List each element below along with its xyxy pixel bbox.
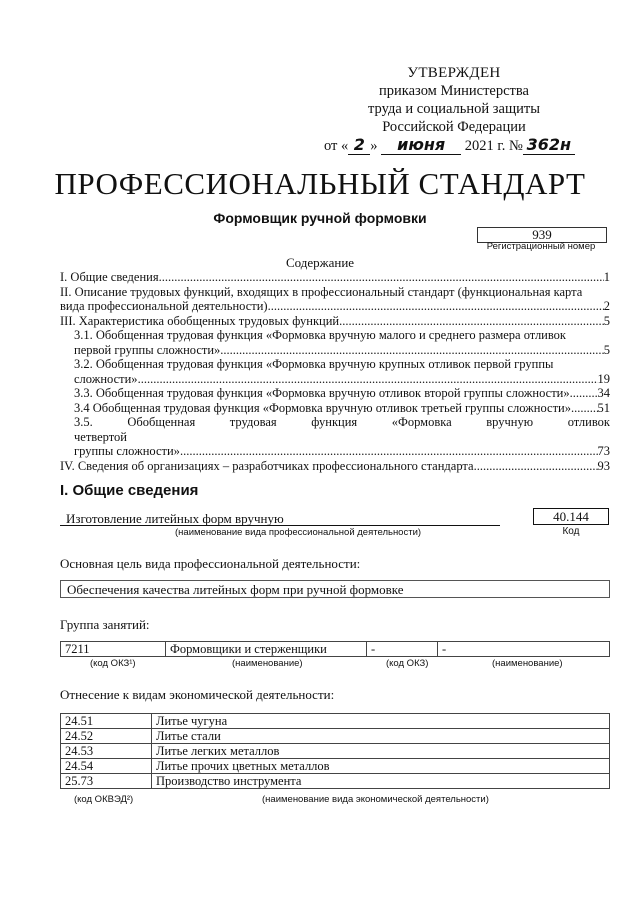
toc-item[interactable]: 3.5. Обобщенная трудовая функция «Формовка вручную отливок четвертой [74,415,610,444]
approval-block [324,64,572,155]
table-row [61,744,610,759]
toc-item[interactable]: I. Общие сведения ..... 1 [60,270,610,285]
activity-kind-value: Изготовление литейных форм вручную [66,511,284,526]
activity-code-value: 40.144 [533,508,609,525]
toc-item-cont: первой группы сложности» ..... 5 [60,343,610,358]
okz-code-label-2: (код ОКЗ) [386,658,429,669]
activity-code-label: Код [562,526,580,537]
goal-value: Обеспечения качества литейных форм при ручной формовке [60,580,610,598]
date-prefix: от « [324,138,349,154]
okved-name-cell: Литье стали [152,729,610,744]
toc-item[interactable]: IV. Сведения об организациях – разработчиках профессионального стандарта ..... 93 [60,459,610,474]
okz-code-label: (код ОКЗ¹) [90,658,136,669]
okved-code-cell: 24.53 [61,744,152,759]
okved-code-cell: 24.51 [61,714,152,729]
okz-name-cell: Формовщики и стерженщики [166,642,367,657]
toc-item[interactable]: 3.4 Обобщенная трудовая функция «Формовка вручную отливок третьей группы сложности» ..... 51 [60,401,610,416]
toc-item-cont: сложности» ..... 19 [60,372,610,387]
toc-title: Содержание [285,255,355,270]
toc-item[interactable]: 3.3. Обобщенная трудовая функция «Формовка вручную отливок второй группы сложности» ..... 34 [60,386,610,401]
handwritten-order-number: 362н [523,136,575,155]
approval-date-line [324,135,572,155]
toc-item[interactable]: II. Описание трудовых функций, входящих в профессиональный стандарт (функциональная карта [60,284,583,299]
registration-label: Регистрационный номер [486,241,596,252]
okved-code-label: (код ОКВЭД²) [74,794,134,805]
okved-code-cell: 24.54 [61,759,152,774]
handwritten-month: июня [381,136,461,155]
approval-heading: УТВЕРЖДЕН [407,65,501,81]
approval-line-3: Российской Федерации [382,119,526,135]
toc-item[interactable]: 3.2. Обобщенная трудовая функция «Формовка вручную крупных отливок первой группы [74,357,554,371]
toc-item[interactable]: III. Характеристика обобщенных трудовых функций ..... 5 [60,314,610,329]
okved-name-cell: Литье прочих цветных металлов [152,759,610,774]
standard-name: Формовщик ручной формовки [213,210,427,226]
table-of-contents [60,270,610,473]
toc-item-cont: группы сложности» ..... 73 [60,444,610,459]
okved-table [60,713,610,789]
toc-item-cont: вида профессиональной деятельности) ..... 2 [60,299,610,314]
table-row [61,642,610,657]
table-row [61,729,610,744]
handwritten-day: 2 [348,136,370,155]
registration-number: 939 [477,227,607,243]
okz-code-cell: 7211 [61,642,166,657]
date-quote: » [370,138,378,154]
approval-line-1: приказом Министерства [379,83,529,99]
activity-kind-label: (наименование вида профессиональной деятельности) [175,527,422,538]
activity-kind-underline [60,525,500,526]
okz-code-cell-2: - [367,642,438,657]
okz-name-cell-2: - [438,642,610,657]
okved-name-cell: Производство инструмента [152,774,610,789]
approval-line-2: труда и социальной защиты [368,101,540,117]
okved-code-cell: 25.73 [61,774,152,789]
goal-label: Основная цель вида профессиональной деятельности: [60,556,361,571]
okz-name-label-2: (наименование) [492,658,563,669]
table-row [61,759,610,774]
section-heading: I. Общие сведения [60,482,199,499]
occupation-group-label: Группа занятий: [60,617,150,632]
table-row [61,774,610,789]
okved-name-cell: Литье легких металлов [152,744,610,759]
table-row [61,714,610,729]
okved-name-cell: Литье чугуна [152,714,610,729]
document-title: ПРОФЕССИОНАЛЬНЫЙ СТАНДАРТ [54,166,586,201]
date-year: 2021 г. № [464,138,523,154]
economic-activity-label: Отнесение к видам экономической деятельности: [60,687,335,702]
okved-name-label: (наименование вида экономической деятельности) [262,794,489,805]
okz-name-label: (наименование) [232,658,303,669]
occupation-table [60,641,610,657]
toc-item[interactable]: 3.1. Обобщенная трудовая функция «Формовка вручную малого и среднего размера отливок [74,328,567,342]
okved-code-cell: 24.52 [61,729,152,744]
